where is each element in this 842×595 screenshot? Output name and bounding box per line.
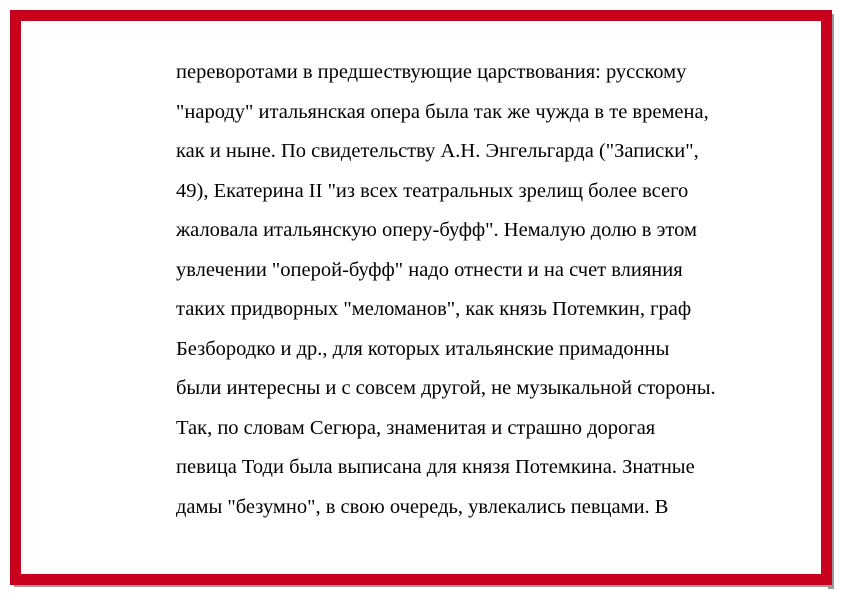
text-line: Безбородко и др., для которых итальянские примадонны (176, 337, 670, 360)
text-line: певица Тоди была выписана для князя Потемкина. Знатные (176, 456, 695, 478)
text-line: переворотами в предшествующие царствования: русскому (176, 61, 687, 83)
text-line: таких придворных "меломанов", как князь Потемкин, граф (176, 298, 692, 320)
text-line: Так, по словам Сегюра, знаменитая и страшно дорогая (176, 416, 656, 439)
text-line: увлечении "оперой-буфф" надо отнести и на счет влияния (176, 258, 683, 281)
text-line: дамы "безумно", в свою очередь, увлекались певцами. В (176, 495, 669, 518)
text-line: жаловала итальянскую оперу-буфф". Немалую долю в этом (176, 219, 697, 241)
body-text (176, 53, 751, 527)
text-line: как и ныне. По свидетельству А.Н. Энгельгарда ("Записки", (176, 140, 699, 162)
text-line: "народу" итальянская опера была так же чужда в те времена, (176, 100, 709, 123)
text-line: были интересны и с совсем другой, не музыкальной стороны. (176, 377, 716, 399)
text-line: 49), Екатерина II "из всех театральных зрелищ более всего (176, 179, 689, 202)
